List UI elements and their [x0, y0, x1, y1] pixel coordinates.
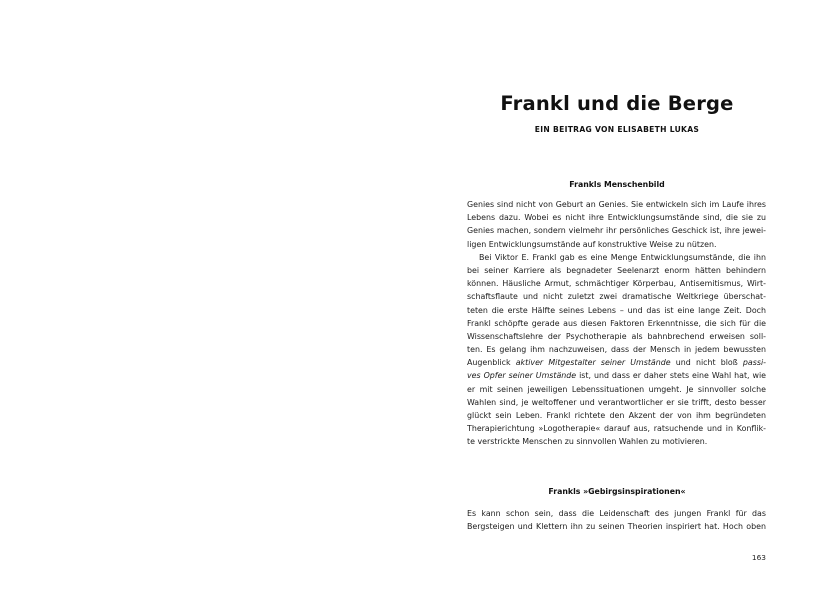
text-run: Augenblick — [467, 358, 516, 368]
text-line: Wissenschaftslehre der Psychotherapie als bahnbrechend erweisen soll- — [467, 331, 766, 341]
text-line: teten die erste Hälfte seines Lebens – und das ist eine lange Zeit. Doch — [467, 305, 766, 315]
text-line: Bei Viktor E. Frankl gab es eine Menge Entwicklungsumstände, die ihn — [479, 252, 766, 262]
text-line-with-emphasis — [467, 356, 766, 369]
text-line: Genies sind nicht von Geburt an Genies. Sie entwickeln sich im Laufe ihres — [467, 200, 766, 209]
page-number: 163 — [751, 553, 766, 562]
article-title: Frankl und die Berge — [500, 92, 734, 115]
emphasis-text: passi- — [742, 358, 766, 368]
text-run: ist, und dass er daher stets eine Wahl hat, wie — [576, 371, 766, 381]
section-body-gebirgsinspirationen — [467, 507, 766, 533]
text-line: können. Häusliche Armut, schmächtiger Körperbau, Antisemitismus, Wirt- — [467, 279, 766, 289]
text-line: er mit seinen jeweiligen Lebenssituationen umgeht. Je sinnvoller solche — [467, 384, 766, 394]
text-line: ten. Es gelang ihm nachzuweisen, dass der Mensch in jedem bewussten — [467, 345, 766, 355]
text-run: und nicht bloß — [670, 358, 743, 368]
text-line: bei seiner Karriere als begnadeter Seelenarzt enorm hätten behindern — [467, 265, 766, 275]
emphasis-text: aktiver Mitgestalter seiner Umstände — [515, 358, 671, 368]
text-line: Es kann schon sein, dass die Leidenschaft des jungen Frankl für das — [467, 509, 766, 518]
section-heading-menschenbild: Frankls Menschenbild — [569, 180, 665, 189]
text-line: Frankl schöpfte gerade aus diesen Faktoren Erkenntnisse, die sich für die — [467, 318, 766, 328]
text-line-with-emphasis — [467, 369, 766, 382]
text-line: Lebens dazu. Wobei es nicht ihre Entwicklungsumstände sind, die sie zu — [467, 213, 766, 223]
text-line: Wahlen sind, je weltoffener und verantwortlicher er sie trifft, desto besser — [467, 397, 766, 407]
text-line: glückt sein Leben. Frankl richtete den Akzent der von ihm begründeten — [467, 411, 766, 420]
text-line: schaftsflaute und nicht zuletzt zwei dramatische Weltkriege überschat- — [467, 292, 766, 302]
text-line: ligen Entwicklungsumstände auf konstruktive Weise zu nützen. — [467, 239, 717, 249]
text-line: te verstrickte Menschen zu sinnvollen Wahlen zu motivieren. — [467, 437, 708, 447]
text-line: Therapierichtung »Logotherapie« darauf aus, ratsuchende und in Konflik- — [467, 424, 766, 434]
section-heading-gebirgsinspirationen: Frankls »Gebirgsinspirationen« — [548, 487, 686, 496]
emphasis-text: ves Opfer seiner Umstände — [467, 371, 577, 381]
section-body-menschenbild — [467, 198, 766, 449]
text-line: Genies machen, sondern vielmehr ihr persönliches Geschick ist, ihre jewei- — [467, 226, 766, 236]
text-line: Bergsteigen und Klettern ihn zu seinen Theorien inspiriert hat. Hoch oben — [467, 522, 766, 532]
article-byline: EIN BEITRAG VON ELISABETH LUKAS — [534, 125, 700, 134]
